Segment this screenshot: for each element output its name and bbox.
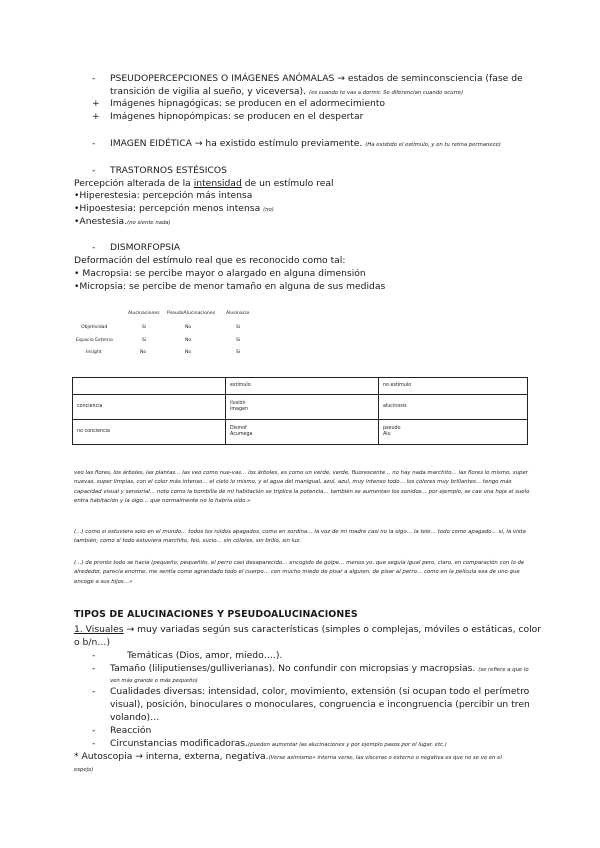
tematicas: Temáticas (Dios, amor, miedo….). [127, 650, 283, 661]
pseudo-line2: transición de vigilia al sueño, y viceversa). (es cuando te vas a dormir. Se diferencian cuando ocurre) [110, 86, 464, 97]
bullet-dash: - [92, 165, 96, 176]
mini-cell: No [140, 350, 147, 355]
tamano: Tamaño (liliputienses/gulliverianas). No confundir con micropsias y macropsias. (se refiere a que lo [110, 663, 529, 674]
table-header-row [73, 378, 528, 395]
reaccion: Reacción [110, 725, 152, 736]
micropsia: •Micropsia: se percibe de menor tamaño en alguna de sus medidas [74, 281, 386, 292]
stimulus-conscience-table [72, 377, 528, 445]
table-cell: ilusión imagen [226, 395, 379, 420]
mini-cell: Si [142, 325, 147, 330]
bullet-dash: - [92, 738, 96, 749]
mini-cell: Si [236, 350, 241, 355]
table-header: no estímulo [379, 378, 528, 395]
bullet-dash: - [92, 725, 96, 736]
bullet-plus: + [92, 111, 100, 122]
cualidades-line3: volando)… [110, 712, 160, 723]
mini-cell: No [185, 325, 192, 330]
quote-paragraph: (…) como si estuviera solo en el mundo… todos los ruidos apagados, como en sordina… la voz de mi madre casi no la oigo… la tele… todo como apagado… sí, la vista también; como si todo estuviera marchito, feo, sucio… sin colores, sin brillo, sin luz. [74, 529, 526, 545]
bullet-dash: - [92, 138, 96, 149]
mini-row-label: Objetividad [81, 325, 108, 330]
bullet-dash: - [92, 663, 96, 674]
pseudo-line1: PSEUDOPERCEPCIONES O IMÁGENES ANÓMALAS → estados de seminconsciencia (fase de [110, 73, 523, 84]
hipoestesia: •Hipoestesia: percepción menos intensa (no) [74, 203, 274, 214]
autoscopia: * Autoscopia → interna, externa, negativa.(Verse asimismo» interna verse, las vísceras o externo o negativa es que no se ve en el [74, 751, 502, 762]
section-title-tipos: TIPOS DE ALUCINACIONES Y PSEUDOALUCINACIONES [74, 609, 358, 620]
dismorfopsia-definition: Deformación del estímulo real que es reconocido como tal: [74, 255, 346, 266]
quote-paragraph: (…) de pronto todo se hacía (pequeño, pequeñito, el perro casi desaparecido… encogido de golpe… menos yo, que seguía igual pero, claro, en comparación con lo de alrededor, parecía enorme, me sentía como agrandado todo el cuerpo… con mucho miedo de pisar a alguien, de pisar al perro… como en la película esa de uno que encoge a sus hijos…» [74, 560, 525, 585]
tamano-note: ven más grande o más pequeño) [110, 678, 198, 684]
mini-cell: Si [142, 338, 147, 343]
anestesia: •Anestesia.(no siente nada) [74, 216, 171, 227]
mini-header: Alusinacio [226, 311, 250, 316]
esteticos-definition: Percepción alterada de la intensidad de un estímulo real [74, 178, 334, 189]
hiperestesia: •Hiperestesia: percepción más intensa [74, 190, 253, 201]
circunstancias: Circunstancias modificadoras.(pueden aumentar las alucinaciones y por ejemplo pasos por el lugar, etc.) [110, 738, 447, 749]
table-row-label: conciencia [73, 395, 226, 420]
imagen-eidetica: IMAGEN EIDÉTICA → ha existido estímulo previamente. (Ha existido el estímulo, y en tu retina permanece) [110, 138, 501, 149]
bullet-dash: - [92, 686, 96, 697]
bullet-dash: - [92, 73, 96, 84]
table-cell: pseudo Alu [379, 420, 528, 445]
visuales-line2: o b/n…) [74, 637, 111, 648]
hipnagogicas: Imágenes hipnagógicas: se producen en el adormecimiento [110, 98, 386, 109]
mini-row-label: Insight [86, 350, 102, 355]
table-cell [73, 378, 226, 395]
table-header: estímulo [226, 378, 379, 395]
cualidades-line2: visual), posición, binoculares o monoculares, congruencia e incongruencia (percibir un tren [110, 699, 530, 710]
bullet-plus: + [92, 98, 100, 109]
table-row [73, 420, 528, 445]
autoscopia-note: espejo) [74, 767, 94, 773]
bullet-dash: - [92, 650, 96, 661]
mini-header: Alucinaciones [128, 311, 160, 316]
macropsia: • Macropsia: se percibe mayor o alargado en alguna dimensión [74, 268, 366, 279]
mini-cell: No [185, 338, 192, 343]
section-title-dismorfopsia: DISMORFOPSIA [110, 242, 181, 253]
visuales-line1: 1. Visuales → muy variadas según sus características (simples o complejas, móviles o estáticas, color [74, 624, 542, 635]
hipnopompicas: Imágenes hipnopómpicas: se producen en el despertar [110, 111, 364, 122]
table-cell: Dismof Acumega [226, 420, 379, 445]
quote-paragraph: veo las flores, los árboles, las plantas… las veo como nue-vas… los árboles, es como un verde, verde, fluorescente… no hay nada marchito… las flores lo mismo, super nuevas, super limpias, con el color más intenso… el cielo lo mismo, y el agua del manigual, azul, azul, muy intenso todo… los colores muy brillantes… tengo más capacidad visual y sensorial… noto como la bombilla de mi habitación se triplica la potencia… también se aumentan los sonidos… por ejemplo, se cae una hoja al suelo entra habitación y la oigo… que normalmente no lo habría oído.» [74, 470, 530, 504]
bullet-dash: - [92, 242, 96, 253]
section-title-esteticos: TRASTORNOS ESTÉSICOS [110, 165, 227, 176]
mini-cell: Si [236, 338, 241, 343]
mini-cell: No [185, 350, 192, 355]
mini-row-label: Espacio Externo [76, 338, 113, 343]
table-row [73, 395, 528, 420]
table-row-label: no conciencia [73, 420, 226, 445]
table-cell: alucinosis [379, 395, 528, 420]
cualidades-line1: Cualidades diversas: intensidad, color, movimiento, extensión (si ocupan todo el perímetro [110, 686, 530, 697]
mini-cell: Si [236, 325, 241, 330]
mini-header: PseudoAlucinaciones [167, 311, 216, 316]
